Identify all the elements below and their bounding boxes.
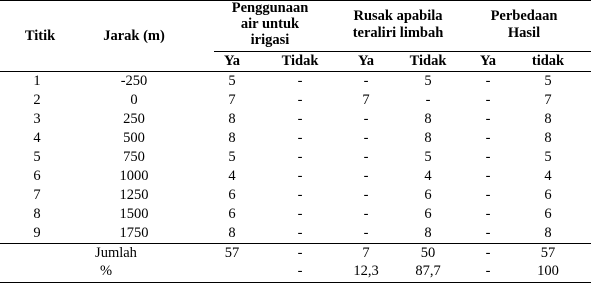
table-cell: -: [297, 206, 303, 222]
table-cell: -: [485, 225, 491, 241]
body-end-rule: [0, 243, 591, 244]
table-cell: 5: [544, 149, 552, 165]
table-cell: 7: [544, 92, 552, 108]
table-cell: -: [363, 73, 369, 89]
subheader-4: Tidak: [409, 53, 447, 69]
table-cell: 4: [424, 168, 432, 184]
jumlah-value: 7: [362, 245, 370, 261]
table-cell: 8: [33, 206, 41, 222]
table-cell: -: [363, 149, 369, 165]
table-cell: 5: [544, 73, 552, 89]
subheader-1: Ya: [223, 53, 241, 69]
table-cell: -: [297, 187, 303, 203]
table-cell: 1: [33, 73, 41, 89]
table-cell: 6: [544, 187, 552, 203]
table-cell: 8: [544, 111, 552, 127]
header-perbedaan-line2: Hasil: [507, 25, 541, 41]
table-cell: -: [297, 92, 303, 108]
table-cell: 8: [228, 130, 236, 146]
table-cell: 5: [424, 73, 432, 89]
table-cell: -: [485, 130, 491, 146]
table-cell: 8: [228, 111, 236, 127]
table-cell: 6: [228, 206, 236, 222]
table-cell: 0: [130, 92, 138, 108]
table-cell: 6: [424, 206, 432, 222]
table-cell: 6: [33, 168, 41, 184]
table-cell: -: [363, 187, 369, 203]
header-jarak: Jarak (m): [103, 28, 165, 44]
bottom-rule: [0, 282, 591, 283]
persen-value: -: [485, 263, 491, 279]
header-penggunaan-line3: irigasi: [250, 32, 290, 48]
table-cell: -: [297, 73, 303, 89]
header-penggunaan-line2: air untuk: [240, 16, 300, 32]
table-cell: -: [297, 130, 303, 146]
table-cell: 1250: [119, 187, 149, 203]
table-cell: 4: [228, 168, 236, 184]
table-cell: -: [363, 130, 369, 146]
header-perbedaan-line1: Perbedaan: [490, 8, 558, 24]
table-cell: 6: [544, 206, 552, 222]
table-cell: -250: [120, 73, 148, 89]
jumlah-value: 57: [224, 245, 240, 261]
persen-label: %: [99, 263, 113, 279]
table-cell: -: [485, 206, 491, 222]
table-cell: -: [485, 168, 491, 184]
table-cell: -: [297, 225, 303, 241]
header-titik: Titik: [24, 28, 56, 44]
table-cell: -: [485, 187, 491, 203]
table-cell: -: [485, 92, 491, 108]
table-cell: 8: [424, 225, 432, 241]
jumlah-label: Jumlah: [95, 245, 137, 261]
table-cell: 4: [544, 168, 552, 184]
table-cell: -: [425, 92, 431, 108]
table-cell: 5: [33, 149, 41, 165]
table-cell: 750: [123, 149, 145, 165]
table-cell: 1750: [119, 225, 149, 241]
jumlah-value: 50: [420, 245, 436, 261]
table-cell: -: [363, 168, 369, 184]
persen-value: -: [297, 263, 303, 279]
table-cell: -: [485, 73, 491, 89]
table-cell: 3: [33, 111, 41, 127]
persen-value: 12,3: [353, 263, 379, 279]
table-cell: 1000: [119, 168, 149, 184]
table-cell: 9: [33, 225, 41, 241]
header-rule: [214, 51, 591, 52]
table-cell: 250: [123, 111, 145, 127]
subheader-2: Tidak: [281, 53, 319, 69]
table-cell: 8: [424, 111, 432, 127]
table-cell: 5: [228, 149, 236, 165]
header-rusak-line2: teraliri limbah: [352, 25, 444, 41]
table-cell: 1500: [119, 206, 149, 222]
table-cell: 500: [123, 130, 145, 146]
header-rusak-line1: Rusak apabila: [353, 8, 443, 24]
table-cell: 7: [33, 187, 41, 203]
table-cell: -: [363, 206, 369, 222]
jumlah-value: -: [485, 245, 491, 261]
subheader-6: tidak: [531, 53, 565, 69]
table-cell: -: [363, 111, 369, 127]
table-cell: -: [485, 149, 491, 165]
table-cell: 5: [228, 73, 236, 89]
table-cell: 7: [362, 92, 370, 108]
table-cell: 4: [33, 130, 41, 146]
subheader-5: Ya: [479, 53, 497, 69]
table-cell: 8: [228, 225, 236, 241]
table-cell: 8: [544, 225, 552, 241]
table-cell: 7: [228, 92, 236, 108]
subheader-rule: [0, 71, 591, 72]
table-cell: -: [485, 111, 491, 127]
persen-value: 100: [537, 263, 559, 279]
table-cell: -: [363, 225, 369, 241]
table-cell: 5: [424, 149, 432, 165]
table-cell: 2: [33, 92, 41, 108]
table-cell: -: [297, 111, 303, 127]
jumlah-value: 57: [540, 245, 556, 261]
table-cell: 6: [424, 187, 432, 203]
table-cell: -: [297, 149, 303, 165]
table-cell: -: [297, 168, 303, 184]
persen-value: 87,7: [415, 263, 441, 279]
table-cell: 8: [424, 130, 432, 146]
table-cell: 8: [544, 130, 552, 146]
subheader-3: Ya: [357, 53, 375, 69]
jumlah-value: -: [297, 245, 303, 261]
header-penggunaan-line1: Penggunaan: [231, 0, 309, 16]
table-cell: 6: [228, 187, 236, 203]
